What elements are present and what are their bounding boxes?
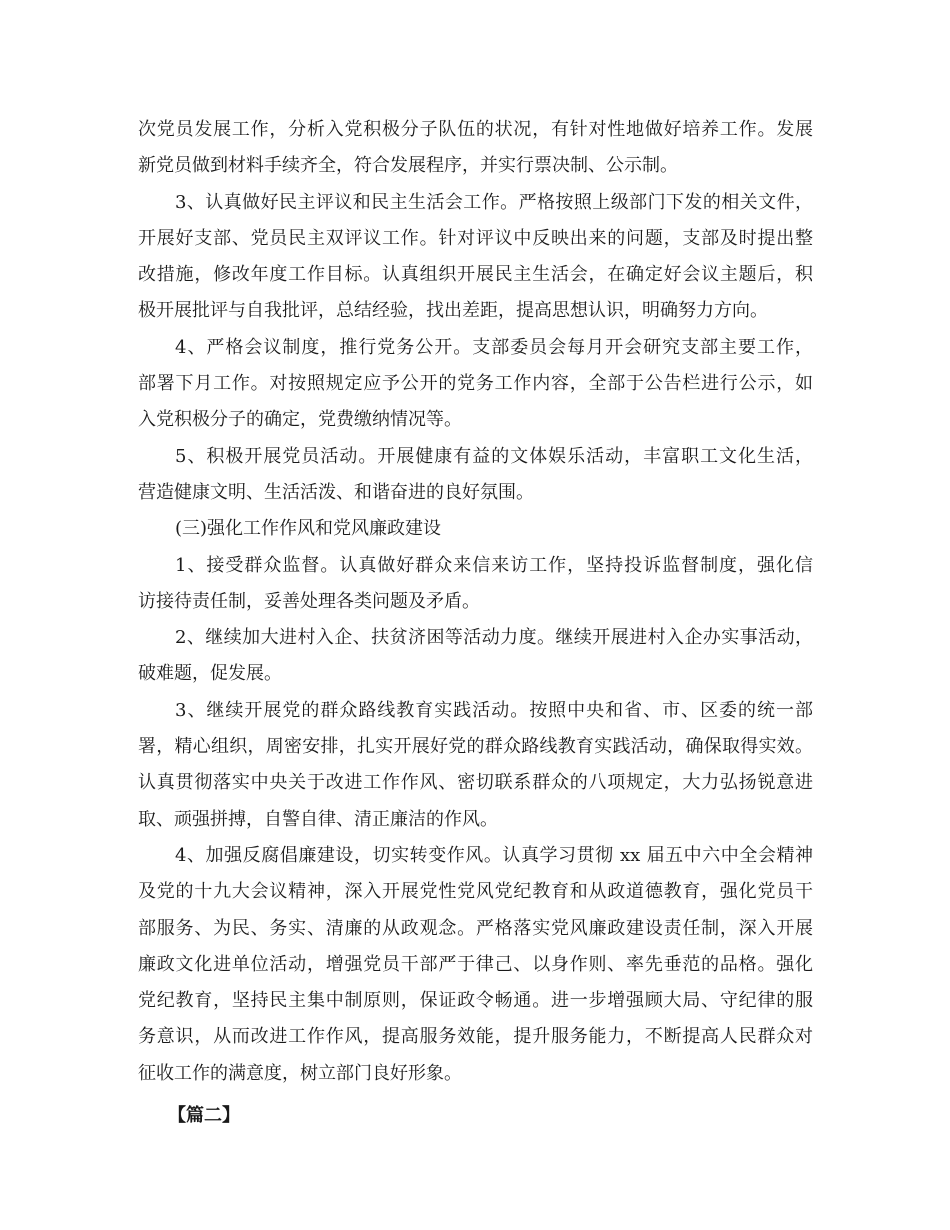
body-line: 及党的十九大会议精神，深入开展党性党风党纪教育和从政道德教育，强化党员干	[138, 881, 813, 903]
body-line: 入党积极分子的确定，党费缴纳情况等。	[138, 409, 462, 431]
body-line: 营造健康文明、生活活泼、和谐奋进的良好氛围。	[138, 481, 534, 503]
body-line: 次党员发展工作，分析入党积极分子队伍的状况，有针对性地做好培养工作。发展	[138, 119, 813, 140]
paragraph-first-line: 4、严格会议制度，推行党务公开。支部委员会每月开会研究支部主要工作，	[175, 336, 813, 358]
body-line: 破难题，促发展。	[138, 663, 282, 685]
body-line: 部署下月工作。对按照规定应予公开的党务工作内容，全部于公告栏进行公示，如	[138, 373, 813, 395]
paragraph-first-line: 3、认真做好民主评议和民主生活会工作。严格按照上级部门下发的相关文件，	[175, 191, 813, 213]
body-line: 廉政文化进单位活动，增强党员干部严于律己、以身作则、率先垂范的品格。强化	[138, 953, 813, 975]
body-line: 署，精心组织，周密安排，扎实开展好党的群众路线教育实践活动，确保取得实效。	[138, 736, 813, 758]
paragraph-first-line: 2、继续加大进村入企、扶贫济困等活动力度。继续开展进村入企办实事活动，	[175, 627, 813, 649]
paragraph-first-line: 3、继续开展党的群众路线教育实践活动。按照中央和省、市、区委的统一部	[175, 699, 813, 721]
paragraph-first-line: 1、接受群众监督。认真做好群众来信来访工作，坚持投诉监督制度，强化信	[175, 554, 813, 576]
body-line: 改措施，修改年度工作目标。认真组织开展民主生活会，在确定好会议主题后，积	[138, 264, 813, 286]
body-line: 征收工作的满意度，树立部门良好形象。	[138, 1062, 462, 1084]
body-line: 务意识，从而改进工作作风，提高服务效能，提升服务能力，不断提高人民群众对	[138, 1026, 813, 1048]
body-line: 取、顽强拼搏，自警自律、清正廉洁的作风。	[138, 808, 498, 830]
body-line: 部服务、为民、务实、清廉的从政观念。严格落实党风廉政建设责任制，深入开展	[138, 917, 813, 939]
body-line: 党纪教育，坚持民主集中制原则，保证政令畅通。进一步增强顾大局、守纪律的服	[138, 990, 813, 1012]
body-line: 极开展批评与自我批评，总结经验，找出差距，提高思想认识，明确努力方向。	[138, 300, 768, 322]
section-heading: 【篇二】	[168, 1105, 240, 1127]
subsection-title: (三)强化工作作风和党风廉政建设	[175, 518, 442, 540]
body-line: 开展好支部、党员民主双评议工作。针对评议中反映出来的问题，支部及时提出整	[138, 227, 813, 249]
paragraph-first-line: 5、积极开展党员活动。开展健康有益的文体娱乐活动，丰富职工文化生活，	[175, 445, 813, 467]
document-body	[138, 112, 813, 1134]
body-line: 访接待责任制，妥善处理各类问题及矛盾。	[138, 590, 480, 612]
body-line: 新党员做到材料手续齐全，符合发展程序，并实行票决制、公示制。	[138, 155, 678, 177]
paragraph-first-line: 4、加强反腐倡廉建设，切实转变作风。认真学习贯彻 xx 届五中六中全会精神	[175, 844, 813, 866]
body-line: 认真贯彻落实中央关于改进工作作风、密切联系群众的八项规定，大力弘扬锐意进	[138, 772, 813, 794]
